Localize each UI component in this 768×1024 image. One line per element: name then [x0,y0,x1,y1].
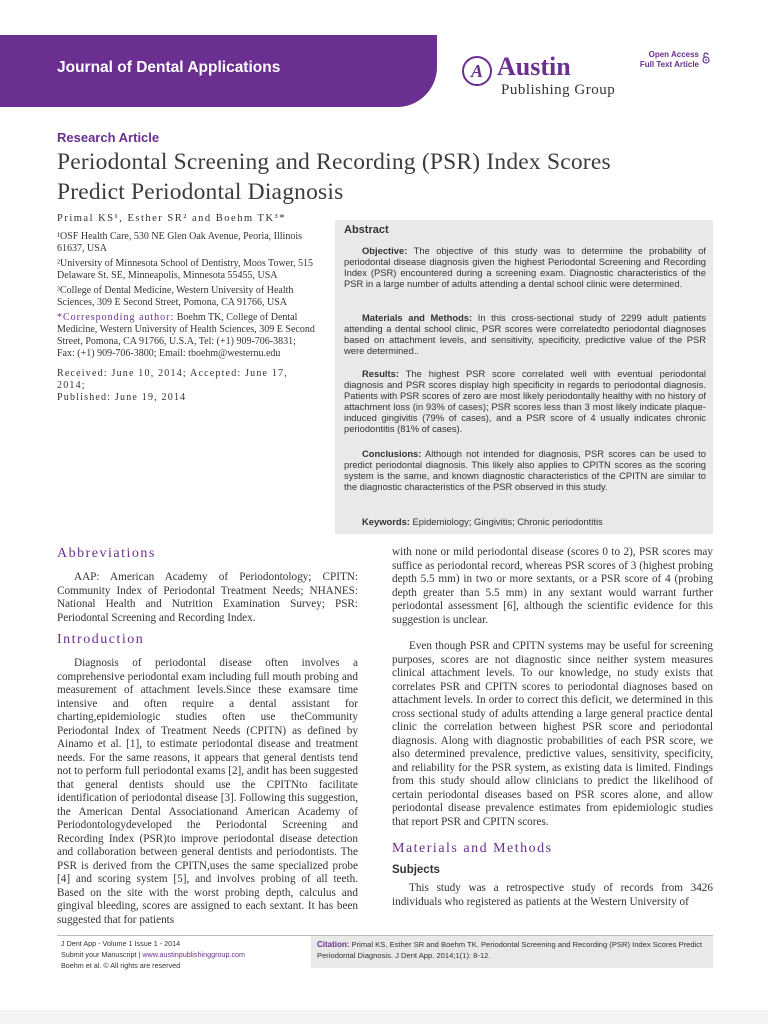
subjects-heading: Subjects [392,864,440,876]
received-accepted-date: Received: June 10, 2014; Accepted: June 17, 2014; [57,368,288,391]
citation-body: Primal KS, Esther SR and Boehm TK. Periodontal Screening and Recording (PSR) Index Scores Predict Periodontal Diagnosis. J Dent App. 2014;1(1): 8-12. [317,940,703,960]
full-text-article-text: Full Text Article [639,60,699,69]
methods-text: In this cross-sectional study of 2299 adult patients attending a dental school clinic, PSR scores were correlatedto periodontal diagnoses based on attachment levels, and sensitivity, specificity, predictive value of the PSR were determined.. [344,312,707,356]
results-label: Results: [362,368,399,379]
open-access-label [640,50,699,70]
article-type: Research Article [57,130,160,145]
affiliation-1: ¹OSF Health Care, 530 NE Glen Oak Avenue, Peoria, Illinois 61637, USA [57,231,302,254]
corresponding-author [57,312,315,360]
header-banner [0,0,768,120]
objective-text: The objective of this study was to determine the probability of periodontal disease diagnosis given the highest Periodontal Screening and Recording Index (PSR) encountered during a screening exam. Diagnostic characteristics of the PSR in a large number of adults attending a dental school clinic were determined. [344,245,706,289]
affiliation-3: ³College of Dental Medicine, Western University of Health Sciences, 309 E Second Street, Pomona, CA 91766, USA [57,285,294,308]
author-info [57,213,315,404]
abstract-conclusions [344,448,706,492]
abbreviations-heading: Abbreviations [57,546,156,561]
methods-heading: Materials and Methods [392,841,553,856]
introduction-heading: Introduction [57,632,145,647]
abbreviations-text: AAP: American Academy of Periodontology; CPITN: Community Index of Periodontal Treatment Needs; NHANES: National Health and Nutrition Examination Survey; PSR: Periodontal Screening and Recording Index. [57,571,358,624]
title-line-2: Predict Periodontal Diagnosis [57,179,344,205]
methods-label: Materials and Methods: [362,312,473,323]
abstract-objective [344,245,706,289]
publisher-website-link[interactable]: www.austinpublishinggroup.com [142,950,246,959]
author-list: Primal KS¹, Esther SR² and Boehm TK³* [57,213,286,224]
footer-info [61,938,245,971]
published-date: Published: June 19, 2014 [57,392,187,403]
journal-volume: J Dent App - Volume 1 Issue 1 - 2014 [61,939,181,948]
conclusions-text: Although not intended for diagnosis, PSR scores can be used to predict periodontal diagnosis. This likely also applies to CPITN scores as the scoring system is the same, and known diagnostic characteristics of the CPITN are similar to the diagnostic characteristics of the PSR observed in this study. [344,448,706,492]
article-dates [57,368,315,404]
objective-label: Objective: [362,245,408,256]
keywords-label: Keywords: [362,516,410,527]
introduction-paragraph-2: with none or mild periodontal disease (scores 0 to 2), PSR scores may suffice as periodontal record, whereas PSR scores of 3 (highest probing depth 5.5 mm) in two or more sextants, or a PSR score of 4 (probing depth greater than 5.5 mm) in any sextant would warrant further periodontal assessment [6], although the scientific evidence for this suggestion is unclear. [392,546,713,626]
copyright: Boehm et al. © All rights are reserved [61,961,181,970]
open-access-lock-icon [702,52,710,64]
keywords-text: Epidemiology; Gingivitis; Chronic periodontitis [409,516,603,527]
abstract-title: Abstract [344,224,389,236]
open-access-text: Open Access [648,50,699,59]
citation-text [311,936,713,964]
abstract-box [335,220,713,534]
abstract-keywords [344,516,706,527]
corresponding-author-label: *Corresponding author: [57,312,175,323]
submit-label: Submit your Manuscript | [61,950,143,959]
subjects-paragraph: This study was a retrospective study of records from 3426 individuals who registered as patients at the Western University of [392,882,713,908]
publisher-subtitle: Publishing Group [501,82,616,98]
citation-label: Citation: [317,940,350,949]
publisher-name: Austin [497,52,571,81]
title-line-1: Periodontal Screening and Recording (PSR) Index Scores [57,149,611,175]
page-bottom-strip [0,1010,768,1024]
affiliation-2: ²University of Minnesota School of Dentistry, Moos Tower, 515 Delaware St. SE, Minneapolis, Minnesota 55455, USA [57,258,314,281]
submit-manuscript [61,949,245,960]
page-title [57,147,727,207]
introduction-paragraph-3: Even though PSR and CPITN systems may be useful for screening purposes, scores are not diagnostic since neither system measures clinical attachment levels. To our knowledge, no study exists that correlates PSR and CPITN scores to periodontal diagnoses based on attachment levels. In order to correct this deficit, we determined in this cross sectional study of adults attending a large general practice dental clinic the correlation between highest PSR score and periodontal diagnosis. Along with diagnostic probabilities of each PSR score, we also determined prevalence, predictive values, sensitivity, specificity, and reliability for the PSR system, as existing data is limited. Findings from this study should allow clinicians to predict the likelihood of certain periodontal diseases based on PSR scores alone, and allow periodontal disease prevalence estimates from epidemiologic studies that report PSR and CPITN scores. [392,640,713,828]
abstract-methods [344,312,706,356]
abstract-results [344,368,706,434]
journal-title: Journal of Dental Applications [57,59,281,76]
introduction-paragraph-1: Diagnosis of periodontal disease often involves a comprehensive periodontal exam including full mouth probing and measurement of attachment levels.Since these examsare time intensive and often require a dental assistant for charting,epidemiologic studies often use theCommunity Periodontal Index of Treatment Needs (CPITN) as defined by Ainamo et al. [1], to estimate periodontal disease and treatment needs. For the same reasons, it appears that general dentists tend not to perform full periodontal exams [2], andit has been suggested that general dentists should use the CPITNto facilitate identification of periodontal disease [3]. Following this suggestion, the American Dental Associationand American Academy of Periodontologydeveloped the Periodontal Screening and Recording Index (PSR)to improve periodontal disease detection and collaboration between general dentists and periodontists. The PSR is derived from the CPITN,uses the same specialized probe [4] and scoring system [5], and involves probing of all teeth. Based on the site with the worst probing depth, calculus and gingival bleeding, scores are assigned to each sextant. It has been suggested that for patients [57,657,358,926]
corresponding-author-text: Boehm TK, College of Dental Medicine, Western University of Health Sciences, 309 E Second Street, Pomona, CA 91766, U.S.A, Tel: (+1) 909-706-3831; Fax: (+1) 909-706-3800; Email: tboehm@westernu.edu [57,312,315,359]
conclusions-label: Conclusions: [362,448,422,459]
austin-logo-icon: A [462,56,492,86]
results-text: The highest PSR score correlated well with eventual periodontal diagnosis and PSR scores display high specificity in regards to periodontal diagnosis. Patients with PSR scores of zero are most likely periodontally healthy with no history of attachment loss (in 93% of cases); PSR scores less than 3 most likely indicate plaque-induced gingivitis (79% of cases), and a PSR score of 4 usually indicates chronic periodontitis (81% of cases). [344,368,706,434]
citation-box [311,936,713,968]
